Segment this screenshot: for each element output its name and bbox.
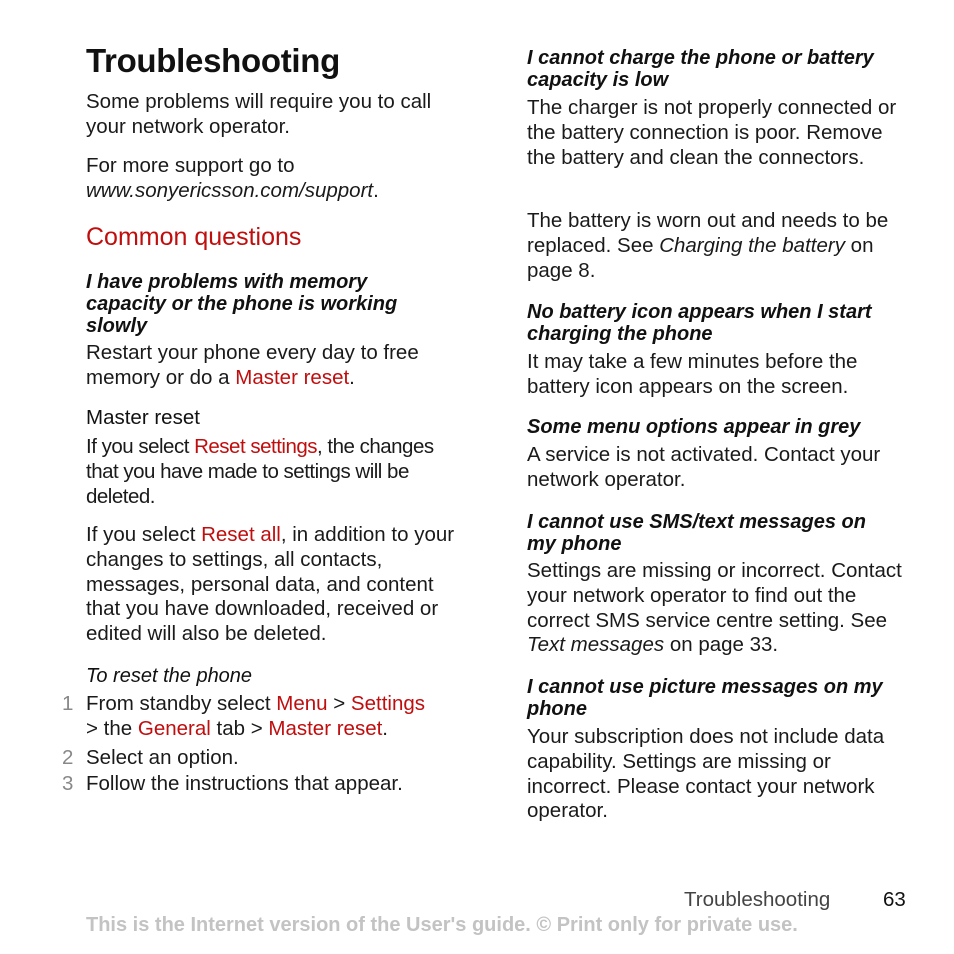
menu-link[interactable]: Menu	[276, 692, 328, 715]
procedure-steps	[62, 692, 466, 797]
support-text: For more support go to	[86, 154, 295, 177]
support-url[interactable]: www.sonyericsson.com/support	[86, 178, 374, 202]
step-number: 1	[62, 692, 74, 715]
procedure-title: To reset the phone	[86, 665, 253, 687]
question-grey-menu: Some menu options appear in grey	[527, 416, 861, 438]
reset-settings-link[interactable]: Reset settings	[194, 435, 317, 458]
answer-picture-messages: Your subscription does not include data capability. Settings are missing or incorrect. Please contact your network operator.	[527, 725, 885, 823]
answer-memory: Restart your phone every day to free memory or do a Master reset.	[86, 341, 419, 389]
step-number: 2	[62, 745, 74, 769]
reset-all-link[interactable]: Reset all	[201, 523, 281, 546]
answer-charging-2: The battery is worn out and needs to be replaced. See Charging the battery on page 8.	[527, 209, 889, 282]
question-picture-messages: I cannot use picture messages on my phone	[527, 676, 883, 720]
step-2: 2 Select an option.	[62, 745, 239, 769]
master-reset-paragraph-1: If you select Reset settings, the changes that you have made to settings will be deleted.	[86, 435, 434, 508]
ref-charging-the-battery: Charging the battery	[659, 233, 845, 257]
ref-text-messages: Text messages	[527, 633, 665, 657]
master-reset-heading: Master reset	[86, 406, 200, 429]
question-sms: I cannot use SMS/text messages on my phone	[527, 511, 866, 555]
master-reset-link[interactable]: Master reset	[235, 365, 350, 389]
intro-paragraph: Some problems will require you to call your network operator.	[86, 90, 432, 138]
question-memory: I have problems with memory capacity or the phone is working slowly	[86, 271, 398, 337]
footer-section-name: Troubleshooting	[684, 888, 831, 911]
answer-sms: Settings are missing or incorrect. Contact your network operator to find out the correct SMS service centre setting. See Text messages on page 33.	[527, 559, 902, 657]
section-heading-common-questions: Common questions	[86, 223, 302, 251]
general-tab-link[interactable]: General	[137, 716, 211, 740]
page-number: 63	[883, 888, 906, 911]
step-number: 3	[62, 772, 74, 796]
support-paragraph: For more support go to www.sonyericsson.com/support.	[86, 154, 379, 202]
page-title: Troubleshooting	[86, 42, 340, 79]
settings-link[interactable]: Settings	[350, 692, 425, 715]
question-battery-icon: No battery icon appears when I start charging the phone	[527, 301, 872, 345]
answer-battery-icon: It may take a few minutes before the battery icon appears on the screen.	[527, 350, 858, 398]
answer-grey-menu: A service is not activated. Contact your network operator.	[527, 443, 881, 491]
question-charging: I cannot charge the phone or battery capacity is low	[527, 47, 874, 91]
master-reset-step-link[interactable]: Master reset	[268, 716, 383, 740]
step-3: 3 Follow the instructions that appear.	[62, 772, 403, 796]
internet-version-disclaimer: This is the Internet version of the User's guide. © Print only for private use.	[86, 914, 798, 936]
master-reset-paragraph-2: If you select Reset all, in addition to your changes to settings, all contacts, messages, personal data, and content that you have downloaded, received or edited will also be deleted.	[86, 523, 455, 646]
answer-charging-1: The charger is not properly connected or the battery connection is poor. Remove the battery and clean the connectors.	[527, 96, 897, 169]
step-1: 1 From standby select Menu > Settings > the General tab > Master reset.	[62, 692, 425, 740]
